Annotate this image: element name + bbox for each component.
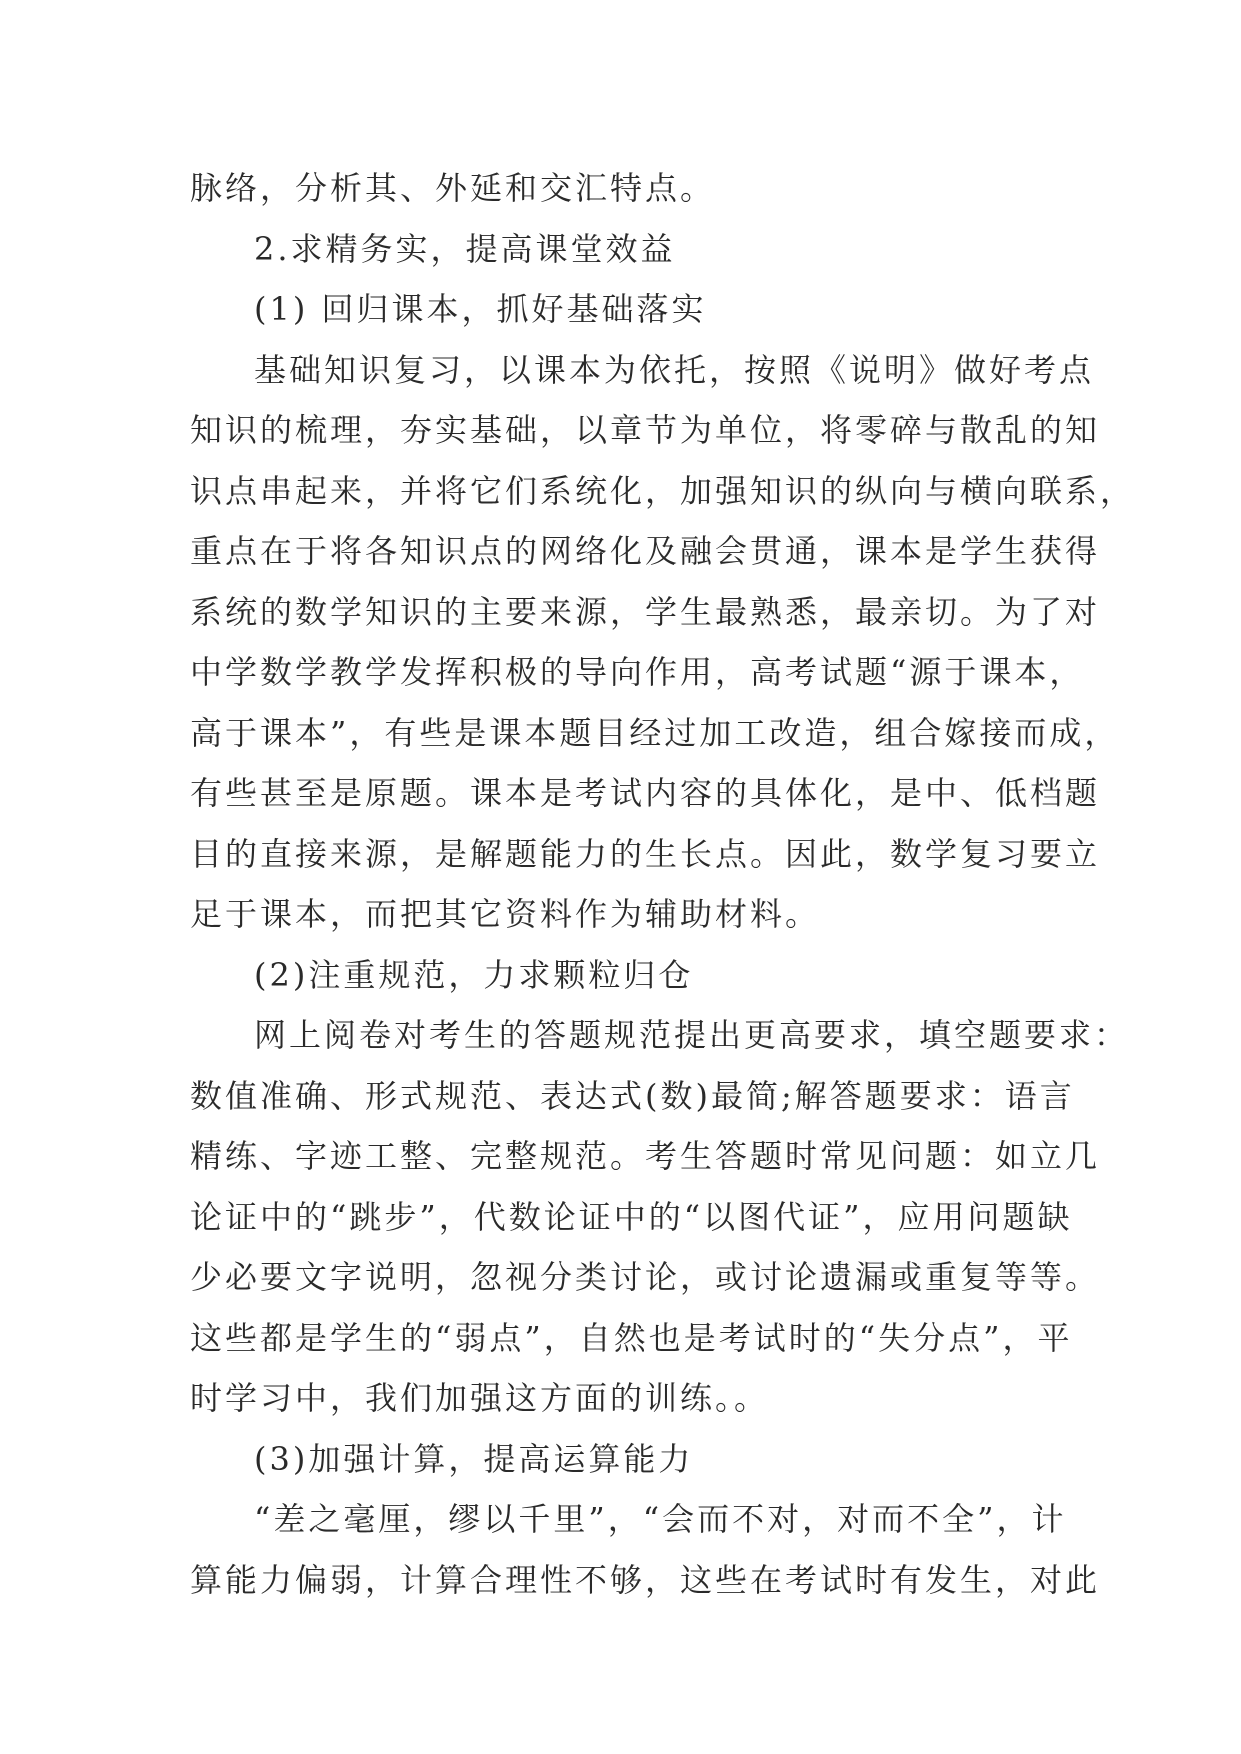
subsection-heading: (3)加强计算，提高运算能力 [254,1439,694,1478]
text-line: 时学习中，我们加强这方面的训练。。 [190,1379,770,1417]
text-line: 数值准确、形式规范、表达式(数)最简;解答题要求：语言 [190,1076,1075,1115]
section-heading: 2.求精务实，提高课堂效益 [254,229,676,268]
text-line: 这些都是学生的“弱点”，自然也是考试时的“失分点”，平 [190,1318,1073,1357]
text-line: 高于课本”，有些是课本题目经过加工改造，组合嫁接而成， [190,713,1120,752]
text-line: 足于课本，而把其它资料作为辅助材料。 [190,895,821,933]
text-line: 重点在于将各知识点的网络化及融会贯通，课本是学生获得 [190,532,1101,570]
text-line: 精练、字迹工整、完整规范。考生答题时常见问题：如立几 [190,1137,1101,1175]
text-line: 目的直接来源，是解题能力的生长点。因此，数学复习要立 [190,834,1101,873]
text-line: 脉络，分析其、外延和交汇特点。 [190,169,716,207]
document-body [190,158,1136,1610]
text-line: 有些甚至是原题。课本是考试内容的具体化，是中、低档题 [190,774,1101,812]
text-line: 少必要文字说明，忽视分类讨论，或讨论遗漏或重复等等。 [190,1258,1101,1296]
text-line: 知识的梳理，夯实基础，以章节为单位，将零碎与散乱的知 [190,411,1101,449]
text-line: “差之毫厘，缪以千里”，“会而不对，对而不全”，计 [254,1500,1067,1538]
subsection-heading: (2)注重规范，力求颗粒归仓 [254,955,694,994]
text-line: 系统的数学知识的主要来源，学生最熟悉，最亲切。为了对 [190,592,1101,631]
subsection-heading: (1) 回归课本，抓好基础落实 [254,290,707,328]
text-line: 识点串起来，并将它们系统化，加强知识的纵向与横向联系， [190,471,1136,510]
text-line: 算能力偏弱，计算合理性不够，这些在考试时有发生，对此 [190,1560,1101,1599]
text-line: 论证中的“跳步”，代数论证中的“以图代证”，应用问题缺 [190,1197,1073,1236]
text-line: 网上阅卷对考生的答题规范提出更高要求，填空题要求： [254,1016,1130,1054]
text-line: 基础知识复习，以课本为依托，按照《说明》做好考点 [254,350,1095,389]
text-line: 中学数学教学发挥积极的导向作用，高考试题“源于课本， [190,653,1085,691]
